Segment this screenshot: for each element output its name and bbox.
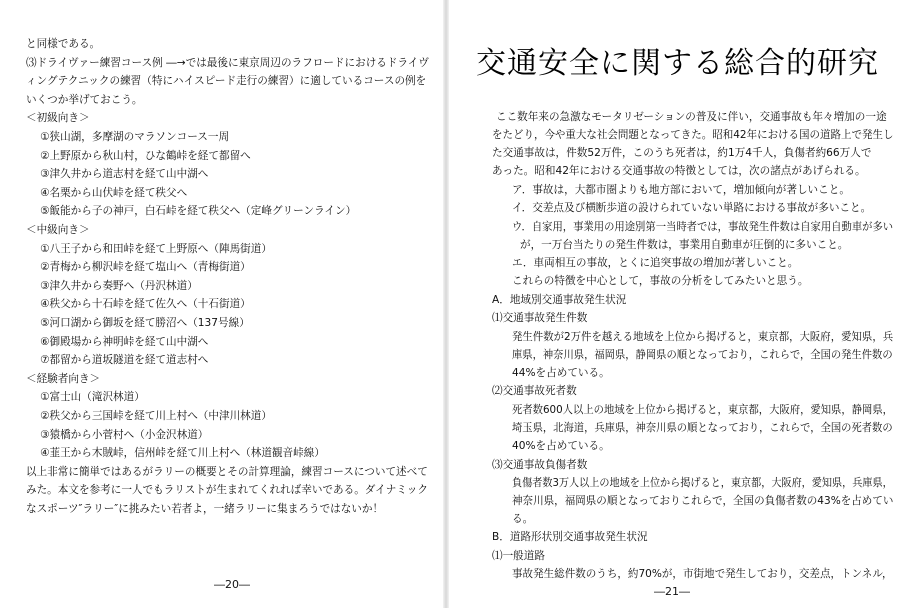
- right-page: [452, 0, 899, 608]
- text-line: ここ数年来の急激なモータリゼーションの普及に伴い，交通事故も年々増加の一途: [496, 111, 887, 123]
- course-item: ②上野原から秋山村，ひな鶴峠を経て都留へ: [40, 150, 251, 162]
- text-line: みた。本文を参考に一人でもラリストが生まれてくれれば幸いである。ダイナミック: [26, 484, 428, 496]
- text-line: あった。昭和42年における交通事故の特徴としては，次の諸点があげられる。: [492, 165, 866, 177]
- course-item: ③猿橋から小菅村へ（小金沢林道）: [40, 429, 209, 441]
- page-number: ―21―: [654, 585, 690, 598]
- text-line: た交通事故は，件数52万件，このうち死者は，約1万4千人，負傷者約66万人で: [492, 147, 872, 159]
- text-line: 埼玉県，北海道，兵庫県，神奈川県の順となっており，これらで，全国の死者数の: [512, 422, 893, 434]
- text-line: 事故発生総件数のうち，約70%が，市街地で発生しており，交差点，トンネル，: [512, 568, 893, 580]
- text-line: ィングテクニックの練習（特にハイスピード走行の練習）に適しているコースの例を: [26, 75, 427, 87]
- course-item: ⑦都留から道坂隧道を経て道志村へ: [40, 354, 209, 366]
- list-item: イ．交差点及び横断歩道の設けられていない単路における事故が多いこと。: [512, 202, 872, 214]
- section-heading: ＜中級向き＞: [26, 224, 90, 236]
- text-line: いくつか挙げておこう。: [26, 94, 143, 106]
- subsection-heading: ⑶交通事故負傷者数: [492, 459, 588, 471]
- subsection-heading: ⑴交通事故発生件数: [492, 312, 588, 324]
- course-item: ⑤河口湖から御坂を経て勝沼へ（137号線）: [40, 317, 250, 329]
- section-heading: B．道路形状別交通事故発生状況: [492, 531, 648, 543]
- list-item: が，一万台当たりの発生件数は，事業用自動車が圧倒的に多いこと。: [520, 239, 849, 251]
- course-item: ②青梅から柳沢峠を経て塩山へ（青梅街道）: [40, 261, 251, 273]
- page-title: 交通安全に関する総合的研究: [476, 46, 879, 81]
- subsection-heading: ⑵交通事故死者数: [492, 385, 577, 397]
- text-line: 神奈川県，福岡県の順となっておりこれらで，全国の負傷者数の43%を占めてい: [512, 495, 894, 507]
- text-line: る。: [512, 513, 534, 525]
- course-item: ④名栗から山伏峠を経て秩父へ: [40, 187, 188, 199]
- text-line: 発生件数が2万件を越える地域を上位から掲げると，東京都，大阪府，愛知県，兵: [512, 331, 894, 343]
- course-item: ⑥御殿場から神明峠を経て山中湖へ: [40, 336, 209, 348]
- list-item: エ．車両相互の事故，とくに追突事故の増加が著しいこと。: [512, 257, 799, 269]
- text-line: 以上非常に簡単ではあるがラリーの概要とその計算理論，練習コースについて述べて: [26, 466, 428, 478]
- text-line: と同様である。: [26, 38, 101, 50]
- text-line: 庫県，神奈川県，福岡県，静岡県の順となっており，これらで，全国の発生件数の: [512, 349, 893, 361]
- course-item: ⑤飯能から子の神戸，白石峠を経て秩父へ（定峰グリーンライン）: [40, 205, 357, 217]
- course-item: ①富士山（滝沢林道）: [40, 391, 145, 403]
- course-item: ③津久井から奏野へ（丹沢林道）: [40, 280, 198, 292]
- section-heading: A．地域別交通事故発生状況: [492, 294, 627, 306]
- course-item: ①狭山湖，多摩湖のマラソンコース一周: [40, 131, 230, 143]
- course-item: ①八王子から和田峠を経て上野原へ（陣馬街道）: [40, 243, 272, 255]
- course-item: ③津久井から道志村を経て山中湖へ: [40, 168, 209, 180]
- course-item: ④韮王から木賊峠，信州峠を経て川上村へ（林道観音峠線）: [40, 447, 325, 459]
- course-item: ④秩父から十石峠を経て佐久へ（十石街道）: [40, 298, 251, 310]
- text-line: ⑶ドライヴァー練習コース例 ―→では最後に東京周辺のラフロードにおけるドライヴ: [26, 57, 429, 69]
- page-number: ―20―: [214, 578, 250, 591]
- list-item: ア．事故は，大都市圏よりも地方部において，増加傾向が著しいこと。: [512, 184, 850, 196]
- text-line: 40%を占めている。: [512, 440, 610, 452]
- left-page: [0, 0, 440, 608]
- text-line: をたどり，今や重大な社会問題となってきた。昭和42年における国の道路上で発生し: [492, 129, 894, 141]
- section-heading: ＜経験者向き＞: [26, 373, 101, 385]
- text-line: これらの特徴を中心として，事故の分析をしてみたいと思う。: [512, 275, 809, 287]
- text-line: 44%を占めている。: [512, 367, 610, 379]
- list-item: ウ．自家用，事業用の用途別第一当時者では，事故発生件数は自家用自動車が多い: [512, 221, 894, 233]
- text-line: なスポーツ″ラリー″に挑みたい若者よ，一緒ラリーに集まろうではないか！: [26, 503, 384, 515]
- text-line: 死者数600人以上の地域を上位から掲げると，東京都，大阪府，愛知県，静岡県，: [512, 404, 893, 416]
- subsection-heading: ⑴一般道路: [492, 550, 545, 562]
- course-item: ②秩父から三国峠を経て川上村へ（中津川林道）: [40, 410, 272, 422]
- section-heading: ＜初級向き＞: [26, 112, 90, 124]
- book-gutter: [443, 0, 449, 608]
- text-line: 負傷者数3万人以上の地域を上位から掲げると，東京都，大阪府，愛知県，兵庫県，: [512, 477, 893, 489]
